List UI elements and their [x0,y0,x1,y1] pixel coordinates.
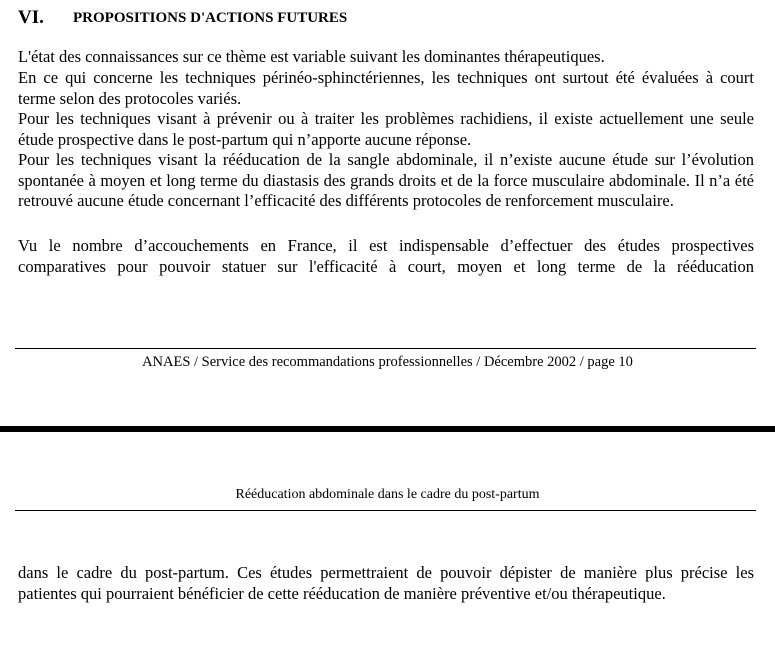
paragraph-state-of-knowledge: L'état des connaissances sur ce thème est variable suivant les dominantes thérapeutiques. [18,47,605,66]
section-title: PROPOSITIONS D'ACTIONS FUTURES [73,10,348,26]
paragraph-perineal-techniques: En ce qui concerne les techniques périnéo-sphinctériennes, les techniques ont surtout été évaluées à court terme selon des protocoles variés. [18,68,754,108]
page-footer: ANAES / Service des recommandations professionnelles / Décembre 2002 / page 10 [142,354,633,370]
section-number: VI. [18,7,44,28]
paragraph-continuation: dans le cadre du post-partum. Ces études permettraient de pouvoir dépister de manière plus précise les patientes qui pourraient bénéficier de cette rééducation de manière préventive et/ou thérapeutique. [18,563,754,603]
page-separator [0,426,775,432]
header-rule [15,510,756,511]
paragraph-spinal-techniques: Pour les techniques visant à prévenir ou à traiter les problèmes rachidiens, il existe actuellement une seule étude prospective dans le post-partum qui n’apporte aucune réponse. [18,109,754,149]
running-header: Rééducation abdominale dans le cadre du post-partum [235,487,540,502]
footer-rule [15,348,756,349]
paragraph-prospective-studies: Vu le nombre d’accouchements en France, il est indispensable d’effectuer des études prospectives comparatives pour pouvoir statuer sur l'efficacité à court, moyen et long terme de la rééducation [18,236,754,276]
paragraph-abdominal-techniques: Pour les techniques visant la rééducation de la sangle abdominale, il n’existe aucune étude sur l’évolution spontanée à moyen et long terme du diastasis des grands droits et de la force musculaire abdominale. Il n’a été retrouvé aucune étude concernant l’efficacité des différents protocoles de renforcement musculaire. [18,150,754,210]
